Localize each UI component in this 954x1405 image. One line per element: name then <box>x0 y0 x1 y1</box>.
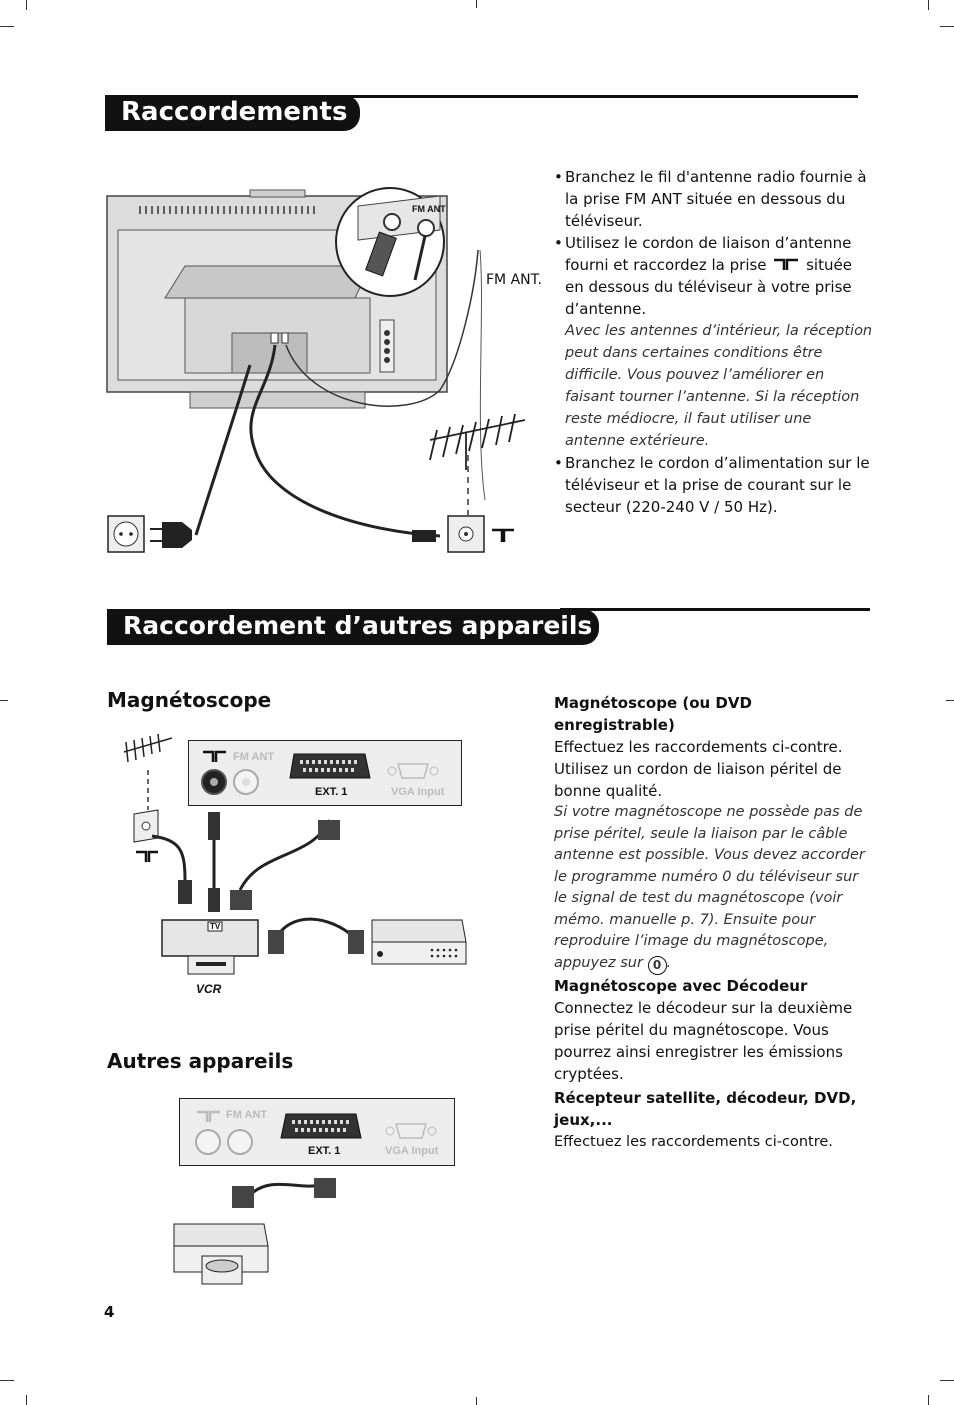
ext1-port-label: EXT. 1 <box>308 1145 341 1157</box>
vcr-connection-diagram <box>110 730 470 1000</box>
crop-mark <box>476 0 477 8</box>
vcr-dvd-title: Magnétoscope (ou DVD enregistrable) <box>554 694 752 734</box>
crop-mark <box>928 0 929 10</box>
section-title <box>107 609 599 645</box>
vcr-dvd-note-text: Si votre magnétoscope ne possède pas de prise péritel, seule la liaison par le câble antenne est possible. Vous devez accorder le programme numéro 0 du téléviseur sur le signal de test du magnétoscope (voir mémo. manuelle p. 7). Ensuite pour reproduire l’image du magnétoscope, appuyez sur <box>554 804 865 971</box>
vcr-heading: Magnétoscope <box>107 688 272 712</box>
crop-mark <box>26 0 27 10</box>
crop-mark <box>940 26 954 27</box>
crop-mark <box>946 700 954 701</box>
section-rule <box>560 608 870 611</box>
tv-connection-illustration <box>100 170 540 565</box>
page-number: 4 <box>104 1303 115 1321</box>
crop-mark <box>928 1395 929 1405</box>
vcr-dvd-note: Si votre magnétoscope ne possède pas de prise péritel, seule la liaison par le câble antenne est possible. Vous devez accorder le programme numéro 0 du téléviseur sur le signal de test du magnétoscope (voir mémo. manuelle p. 7). Ensuite pour reproduire l’image du magnétoscope, appuyez sur 0 . <box>554 802 874 975</box>
other-devices-diagram <box>170 1090 470 1290</box>
ext1-port-label: EXT. 1 <box>315 786 348 798</box>
zero-key-icon: 0 <box>648 956 667 975</box>
vcr-label: VCR <box>196 982 222 996</box>
other-devices-instructions <box>554 1087 874 1153</box>
tv-port-label: TV <box>210 922 221 931</box>
vga-port-label: VGA Input <box>385 1145 439 1157</box>
crop-mark <box>0 1380 14 1381</box>
antenna-symbol-icon <box>771 255 801 269</box>
crop-mark <box>26 1395 27 1405</box>
instruction-antenna-text: Utilisez le cordon de liaison d’antenne fourni et raccordez la prise <box>565 234 852 274</box>
section-title-text: Raccordements <box>121 97 348 127</box>
section-title <box>105 95 360 131</box>
instruction-antenna-cable <box>554 232 874 452</box>
fm-ant-label: FM ANT. <box>486 272 542 288</box>
other-devices-text: Effectuez les raccordements ci-contre. <box>554 1134 833 1150</box>
crop-mark <box>0 26 14 27</box>
decoder-title: Magnétoscope avec Décodeur <box>554 976 808 995</box>
vcr-dvd-text: Effectuez les raccordements ci-contre. Utilisez un cordon de liaison péritel de bonne qualité. <box>554 738 843 800</box>
fm-ant-port-label: FM ANT <box>226 1109 268 1121</box>
connection-instructions <box>554 166 874 518</box>
decoder-text: Connectez le décodeur sur la deuxième prise péritel du magnétoscope. Vous pourrez ainsi enregistrer les émissions cryptées. <box>554 998 853 1083</box>
section-title-text: Raccordement d’autres appareils <box>123 611 593 640</box>
inset-label: FM ANT <box>412 204 446 214</box>
vga-port-label: VGA Input <box>391 786 445 798</box>
other-devices-title: Récepteur satellite, décodeur, DVD, jeux,... <box>554 1089 857 1129</box>
crop-mark <box>940 1380 954 1381</box>
instruction-fm-antenna: • Branchez le fil d'antenne radio fournie à la prise FM ANT située en dessous du téléviseur. <box>554 166 874 232</box>
vcr-instructions <box>554 692 874 1085</box>
crop-mark <box>476 1397 477 1405</box>
section-rule <box>330 95 858 98</box>
fm-ant-port-label: FM ANT <box>233 751 275 763</box>
other-devices-heading: Autres appareils <box>107 1049 294 1073</box>
instruction-power: • Branchez le cordon d’alimentation sur le téléviseur et la prise de courant sur le secteur (220-240 V / 50 Hz). <box>554 452 874 518</box>
crop-mark <box>0 700 8 701</box>
instruction-antenna-tail: située en dessous du téléviseur à votre prise d’antenne. <box>565 256 852 318</box>
indoor-antenna-note: Avec les antennes d’intérieur, la réception peut dans certaines conditions être difficile. Vous pouvez l’améliorer en faisant tourner l’antenne. Si la réception reste médiocre, il faut utiliser une antenne extérieure. <box>565 323 873 449</box>
